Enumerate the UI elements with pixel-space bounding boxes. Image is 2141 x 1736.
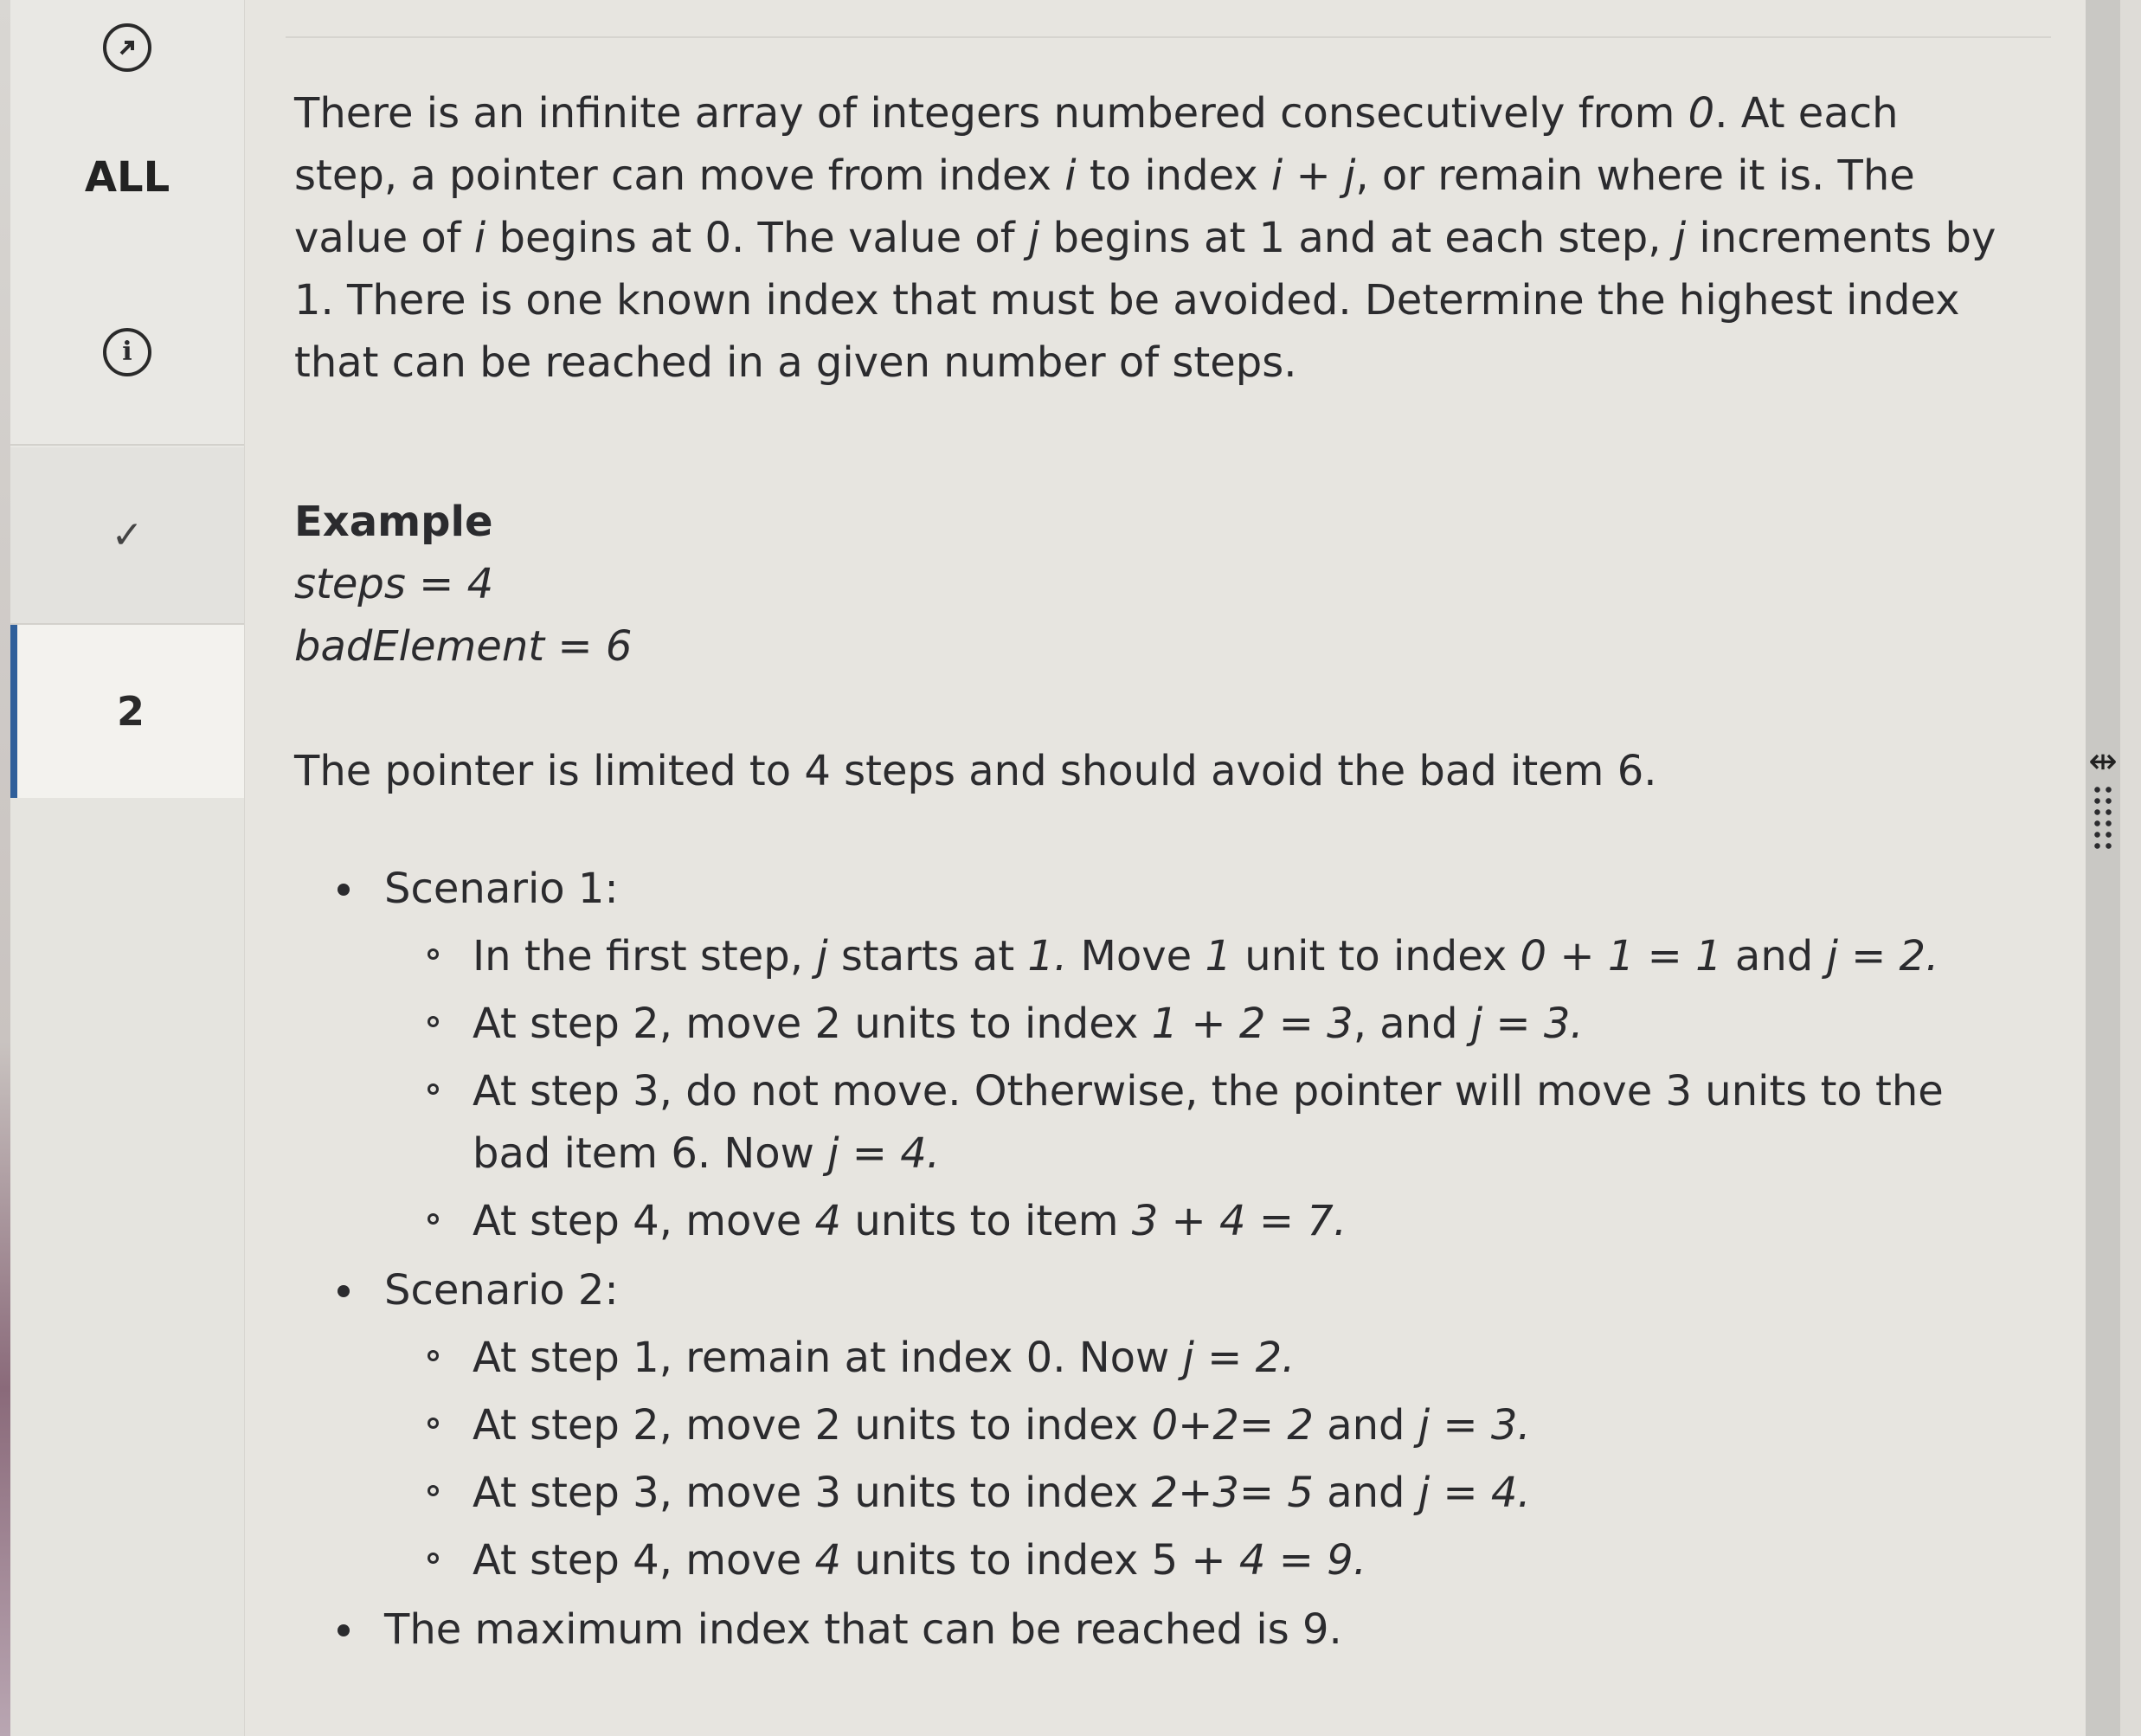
- example-heading: Example: [294, 498, 493, 546]
- list-item: At step 1, remain at index 0. Now j = 2.: [428, 1327, 2008, 1389]
- list-item: [338, 858, 2008, 1252]
- question-number: 2: [116, 688, 145, 735]
- problem-statement: [294, 82, 2008, 1668]
- drag-grip-icon[interactable]: [2092, 784, 2114, 853]
- check-icon: ✓: [111, 513, 144, 557]
- problem-intro: There is an infinite array of integers numbered consecutively from 0. At each step, a pointer can move from index i to index i + j, or remain where it is. The value of i begins at 0. The value of j begins at 1 and at each step, j increments by 1. There is one known index that must be avoided. Determine the highest index that can be reached in a given number of steps.: [294, 89, 1996, 387]
- list-item: At step 2, move 2 units to index 0+2= 2 and j = 3.: [428, 1394, 2008, 1456]
- external-link-icon[interactable]: [103, 23, 151, 72]
- list-item: At step 4, move 4 units to item 3 + 4 = 7.: [428, 1190, 2008, 1252]
- list-item: In the first step, j starts at 1. Move 1 unit to index 0 + 1 = 1 and j = 2.: [428, 925, 2008, 987]
- conclusion-text: The maximum index that can be reached is 9.: [384, 1605, 1342, 1654]
- resize-handle[interactable]: [2080, 743, 2125, 855]
- example-explanation: The pointer is limited to 4 steps and should avoid the bad item 6.: [294, 747, 1657, 795]
- sidebar-top-item[interactable]: [10, 0, 244, 95]
- bullet-icon: [428, 1485, 439, 1496]
- question-sidebar: [10, 0, 245, 1736]
- list-item: At step 3, move 3 units to index 2+3= 5 and j = 4.: [428, 1462, 2008, 1524]
- editor-panel-edge: [2120, 0, 2141, 1736]
- divider: [286, 36, 2051, 38]
- scenario-list: [294, 858, 2008, 1661]
- info-icon[interactable]: i: [103, 328, 151, 376]
- sidebar-info-item[interactable]: [10, 260, 244, 446]
- bullet-icon: [428, 1213, 439, 1225]
- list-item: [338, 1259, 2008, 1591]
- list-item: [338, 1598, 2008, 1661]
- sidebar-empty-area: [10, 798, 244, 1736]
- resize-arrows-icon: ⇹: [2088, 742, 2118, 781]
- sidebar-all-questions[interactable]: [10, 95, 244, 260]
- scenario-1-label: Scenario 1:: [384, 865, 619, 913]
- bullet-icon: [428, 948, 439, 960]
- bullet-icon: [428, 1418, 439, 1429]
- bullet-icon: [428, 1350, 439, 1361]
- example-steps: steps = 4: [294, 560, 494, 608]
- list-item: At step 3, do not move. Otherwise, the pointer will move 3 units to the bad item 6. Now j = 4.: [428, 1060, 2008, 1185]
- scenario-2-steps: [384, 1327, 2008, 1591]
- scenario-1-steps: [384, 925, 2008, 1252]
- example-bad-element: badElement = 6: [294, 622, 633, 671]
- bullet-icon: [428, 1016, 439, 1027]
- scenario-2-label: Scenario 2:: [384, 1266, 619, 1315]
- list-item: At step 4, move 4 units to index 5 + 4 = 9.: [428, 1529, 2008, 1591]
- bullet-icon: [338, 884, 350, 896]
- bullet-icon: [428, 1083, 439, 1095]
- bullet-icon: [428, 1553, 439, 1564]
- panel-splitter[interactable]: [2086, 0, 2120, 1736]
- screen-bezel: [0, 0, 10, 1736]
- all-label: ALL: [84, 153, 170, 202]
- bullet-icon: [338, 1285, 350, 1297]
- sidebar-question-active[interactable]: [10, 625, 244, 798]
- bullet-icon: [338, 1624, 350, 1636]
- sidebar-question-1-completed[interactable]: [10, 447, 244, 625]
- list-item: At step 2, move 2 units to index 1 + 2 = 3, and j = 3.: [428, 993, 2008, 1055]
